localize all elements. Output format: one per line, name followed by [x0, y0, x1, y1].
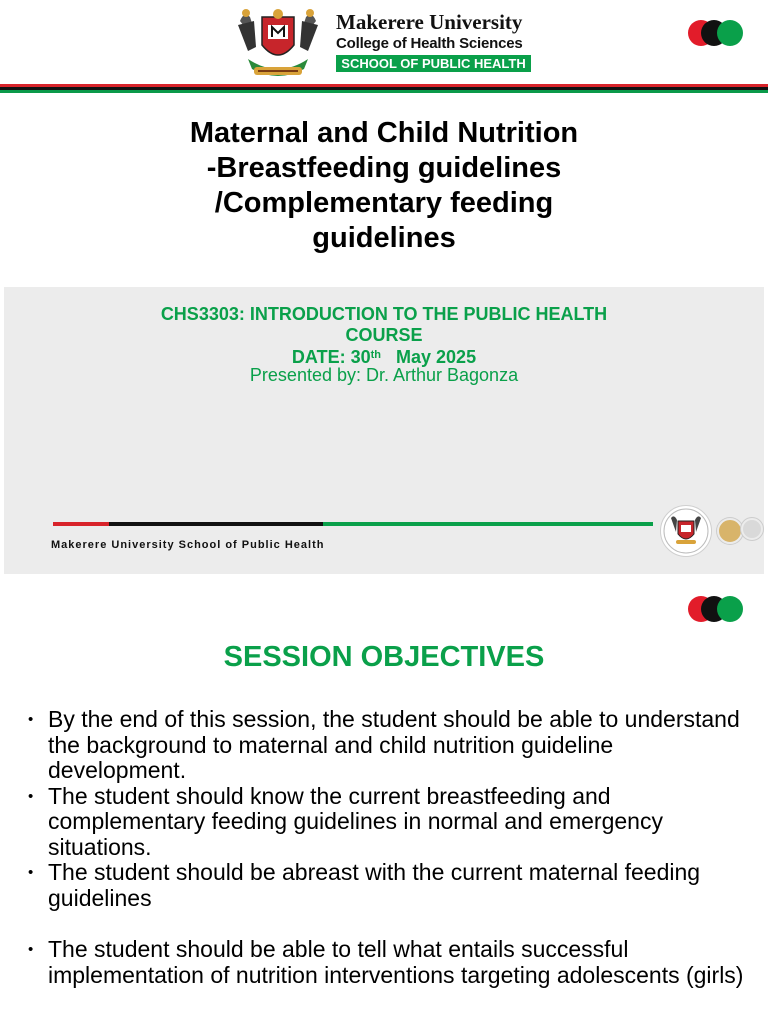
bullet-icon: •	[28, 711, 34, 728]
title-line: -Breastfeeding guidelines	[206, 152, 562, 184]
slide-title	[100, 116, 668, 256]
objective-text: By the end of this session, the student should be able to understand the background to maternal and child nutrition guideline development.	[48, 706, 740, 783]
objectives-heading: SESSION OBJECTIVES	[223, 641, 545, 673]
university-name: Makerere University	[336, 10, 523, 34]
list-item	[28, 784, 748, 861]
brand-dots-icon	[688, 20, 744, 48]
footer-label: Makerere University School of Public Health	[51, 539, 325, 551]
college-name: College of Health Sciences	[336, 35, 523, 52]
course-code	[100, 304, 668, 346]
footer-bar-red	[53, 522, 109, 526]
course-line: CHS3303: INTRODUCTION TO THE PUBLIC HEALTH	[160, 304, 608, 324]
school-badge: SCHOOL OF PUBLIC HEALTH	[336, 55, 531, 72]
bullet-icon: •	[28, 941, 34, 958]
title-line: /Complementary feeding	[214, 187, 554, 219]
university-seal-icon	[660, 505, 712, 557]
course-line: COURSE	[345, 325, 423, 345]
objective-text: The student should be able to tell what entails successful implementation of nutrition interventions targeting adolescents (girls)	[48, 936, 744, 988]
list-item	[28, 937, 748, 988]
date-ordinal: th	[370, 349, 381, 361]
presenter: Presented by: Dr. Arthur Bagonza	[249, 365, 519, 385]
grey-circle-icon	[741, 518, 763, 540]
header-band-green	[0, 90, 768, 93]
bullet-icon: •	[28, 787, 34, 805]
gold-circle-icon	[717, 518, 743, 544]
footer-bar-black	[109, 522, 323, 526]
objectives-list	[28, 707, 748, 988]
objective-text: The student should be abreast with the current maternal feeding guidelines	[48, 859, 701, 911]
title-line: Maternal and Child Nutrition	[189, 117, 579, 149]
title-line: guidelines	[312, 222, 456, 254]
university-crest-logo	[234, 7, 322, 81]
date-prefix: DATE: 30	[291, 347, 371, 367]
objective-text: The student should know the current breastfeeding and complementary feeding guidelines in normal and emergency situations.	[48, 782, 663, 860]
brand-dots-icon	[688, 596, 744, 624]
list-item	[28, 707, 748, 784]
footer-bar-green	[323, 522, 653, 526]
bullet-icon: •	[28, 864, 34, 881]
date-suffix: May 2025	[396, 347, 477, 367]
list-item	[28, 860, 748, 911]
